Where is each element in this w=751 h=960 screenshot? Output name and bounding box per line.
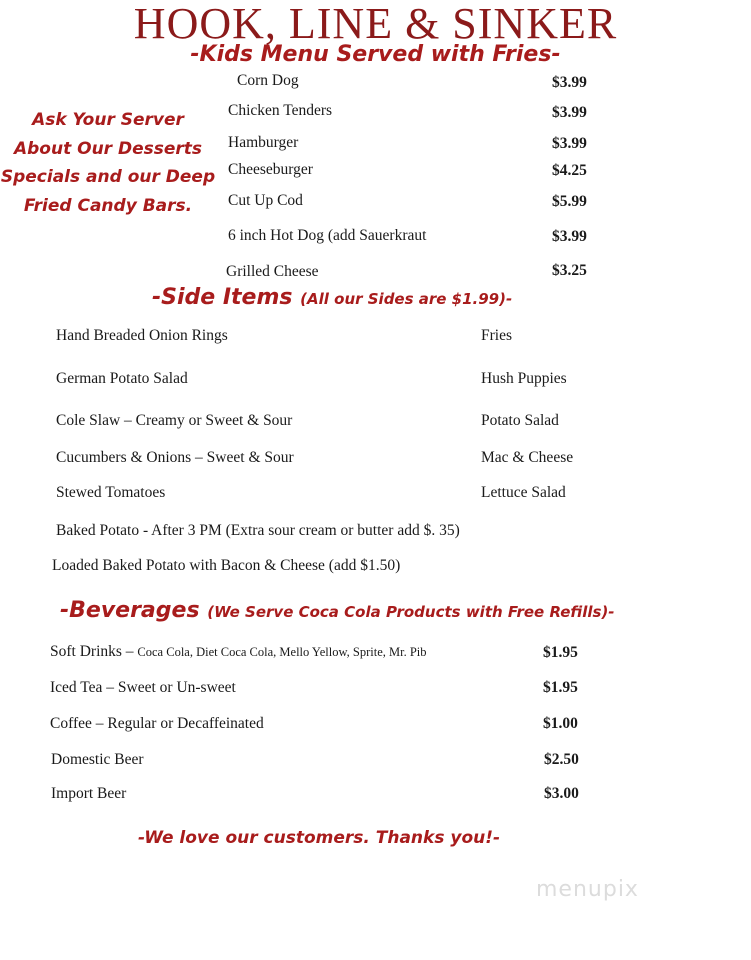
kids-item-price: $3.99 bbox=[552, 104, 587, 121]
side-items-heading bbox=[152, 285, 512, 310]
beverage-item-price: $1.00 bbox=[543, 715, 578, 732]
promo-line-1: Ask Your Server bbox=[32, 110, 184, 130]
kids-item-price: $3.99 bbox=[552, 228, 587, 245]
side-item-right: Hush Puppies bbox=[481, 370, 567, 387]
kids-item-name: Corn Dog bbox=[237, 72, 299, 89]
beverages-title: -Beverages bbox=[60, 598, 200, 623]
beverage-item-name: Import Beer bbox=[51, 785, 127, 802]
side-items-title: -Side Items bbox=[152, 285, 293, 310]
kids-item-name: Cut Up Cod bbox=[228, 192, 303, 209]
promo-line-2: About Our Desserts bbox=[13, 139, 203, 159]
side-item-right: Fries bbox=[481, 327, 512, 344]
beverage-item-name: Iced Tea – Sweet or Un-sweet bbox=[50, 679, 236, 696]
promo-line-3: Specials and our Deep bbox=[0, 167, 216, 187]
side-item-right: Lettuce Salad bbox=[481, 484, 566, 501]
side-items-note: (All our Sides are $1.99)- bbox=[300, 290, 513, 308]
kids-item-price: $3.99 bbox=[552, 135, 587, 152]
kids-item-name: 6 inch Hot Dog (add Sauerkraut bbox=[228, 227, 427, 244]
kids-item-price: $5.99 bbox=[552, 193, 587, 210]
kids-item-name: Grilled Cheese bbox=[226, 263, 319, 280]
beverage-item-name: Coffee – Regular or Decaffeinated bbox=[50, 715, 264, 732]
side-item-left: Cole Slaw – Creamy or Sweet & Sour bbox=[56, 412, 293, 429]
beverage-item-name: Domestic Beer bbox=[51, 751, 144, 768]
baked-potato-item: Baked Potato - After 3 PM (Extra sour cream or butter add $. 35) bbox=[56, 522, 460, 539]
soft-drinks-item bbox=[50, 643, 427, 661]
restaurant-title: HOOK, LINE & SINKER bbox=[133, 0, 618, 48]
side-item-left: Cucumbers & Onions – Sweet & Sour bbox=[56, 449, 294, 466]
beverages-heading bbox=[60, 598, 615, 623]
footer-thanks: -We love our customers. Thanks you!- bbox=[138, 828, 501, 848]
kids-item-name: Cheeseburger bbox=[228, 161, 313, 178]
kids-item-name: Chicken Tenders bbox=[228, 102, 333, 119]
soft-drinks-price: $1.95 bbox=[543, 644, 578, 661]
side-item-left: Stewed Tomatoes bbox=[56, 484, 166, 501]
soft-drinks-label: Soft Drinks – bbox=[50, 643, 134, 660]
beverage-item-price: $2.50 bbox=[544, 751, 579, 768]
loaded-baked-potato-item: Loaded Baked Potato with Bacon & Cheese (add $1.50) bbox=[52, 557, 401, 574]
kids-item-price: $4.25 bbox=[552, 162, 587, 179]
promo-line-4: Fried Candy Bars. bbox=[23, 196, 193, 216]
side-item-right: Mac & Cheese bbox=[481, 449, 574, 466]
kids-menu-subtitle: -Kids Menu Served with Fries- bbox=[190, 42, 561, 67]
soft-drinks-detail: Coca Cola, Diet Coca Cola, Mello Yellow, Sprite, Mr. Pib bbox=[137, 645, 427, 659]
kids-item-name: Hamburger bbox=[228, 134, 299, 151]
beverage-item-price: $1.95 bbox=[543, 679, 578, 696]
side-item-left: German Potato Salad bbox=[56, 370, 188, 387]
kids-item-price: $3.25 bbox=[552, 262, 587, 279]
beverage-item-price: $3.00 bbox=[544, 785, 579, 802]
side-item-left: Hand Breaded Onion Rings bbox=[56, 327, 228, 344]
menupix-watermark: menupix bbox=[536, 877, 639, 902]
beverages-note: (We Serve Coca Cola Products with Free Refills)- bbox=[207, 603, 615, 621]
kids-item-price: $3.99 bbox=[552, 74, 587, 91]
side-item-right: Potato Salad bbox=[481, 412, 559, 429]
